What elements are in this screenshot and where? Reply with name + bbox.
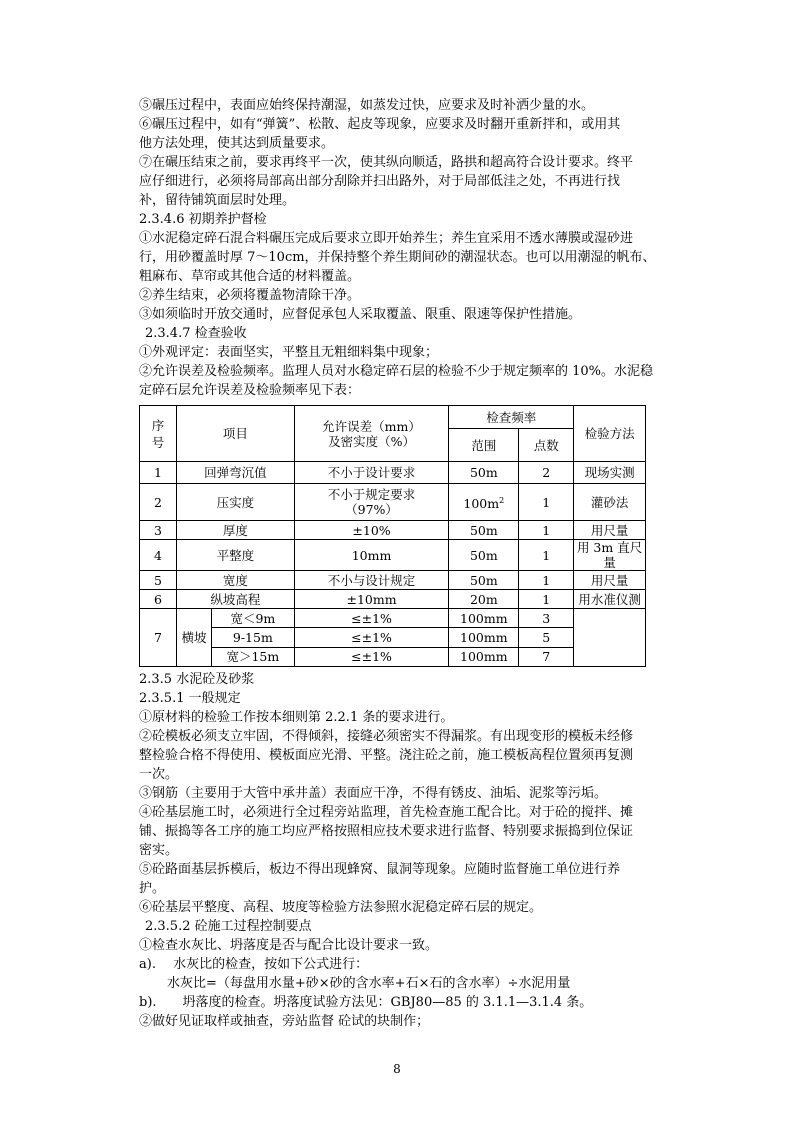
- cell-no: 4: [140, 540, 177, 571]
- cell-tolerance: [294, 484, 449, 521]
- cell-points: 1: [519, 540, 574, 571]
- tolerance-table: [139, 405, 646, 667]
- table-row: [140, 590, 646, 609]
- cell-method: 用水准仪测: [574, 590, 646, 609]
- table-row: [140, 521, 646, 540]
- cell-range: 100mm: [449, 628, 519, 647]
- cell-range: 100mm: [449, 647, 519, 666]
- cell-slope-group: [176, 609, 294, 667]
- cell-points: 7: [519, 647, 574, 666]
- cell-tolerance: ±10%: [294, 521, 449, 540]
- cell-item: 压实度: [176, 484, 294, 521]
- cell-tolerance: ≤±1%: [294, 628, 449, 647]
- header-method: 检验方法: [574, 406, 646, 462]
- section-heading: 2.3.4.6 初期养护督检: [139, 212, 267, 227]
- paragraph-line: ①水泥稳定碎石混合料碾压完成后要求立即开始养生；养生宜采用不透水薄膜或湿砂进: [139, 231, 634, 246]
- cell-method: 灌砂法: [574, 484, 646, 521]
- cell-item: 宽＞15m: [226, 649, 280, 665]
- cell-item: 平整度: [176, 540, 294, 571]
- paragraph-line: ③钢筋（主要用于大管中承井盖）表面应干净，不得有锈皮、油垢、泥浆等污垢。: [139, 786, 608, 801]
- cell-points: 3: [519, 609, 574, 628]
- cell-item: 厚度: [176, 521, 294, 540]
- slope-label: 横坡: [177, 609, 212, 666]
- paragraph-line: 护。: [139, 881, 166, 896]
- section-heading: 2.3.4.7 检查验收: [145, 326, 247, 341]
- paragraph-line: a). 水灰比的检查，按如下公式进行：: [139, 957, 369, 972]
- paragraph-line: ②养生结束，必须将覆盖物清除干净。: [139, 288, 361, 303]
- cell-item: 宽＜9m: [211, 609, 293, 628]
- cell-no: 5: [140, 571, 177, 590]
- cell-method: 现场实测: [574, 462, 646, 484]
- cell-range: 50m: [449, 521, 519, 540]
- cell-points: 1: [519, 521, 574, 540]
- paragraph-line: ①外观评定：表面坚实，平整且无粗细料集中现象；: [139, 345, 439, 360]
- cell-tolerance: ±10mm: [294, 590, 449, 609]
- cell-points: 1: [519, 571, 574, 590]
- paragraph-line: 定碎石层允许误差及检验频率见下表：: [139, 383, 361, 398]
- paragraph-line: ①检查水灰比、坍落度是否与配合比设计要求一致。: [139, 938, 439, 953]
- paragraph-line: 一次。: [139, 767, 179, 782]
- paragraph-line: ④砼基层施工时，必须进行全过程旁站监理，首先检查施工配合比。对于砼的搅拌、摊: [139, 805, 634, 820]
- cell-item: 9-15m: [211, 628, 293, 647]
- range-value: 100m: [463, 496, 500, 512]
- table-row: [140, 462, 646, 484]
- paragraph-line: ③如须临时开放交通时，应督促承包人采取覆盖、限重、限速等保护性措施。: [139, 307, 582, 322]
- header-range: 范围: [449, 429, 519, 462]
- header-item: 项目: [176, 406, 294, 462]
- paragraph-line: 密实。: [139, 843, 179, 858]
- paragraph-line: 铺、振捣等各工序的施工均应严格按照相应技术要求进行监督、特别要求振捣到位保证: [139, 824, 634, 839]
- paragraph-line: 粗麻布、草帘或其他合适的材料覆盖。: [139, 269, 361, 284]
- paragraph-line: ⑤砼路面基层拆模后，板边不得出现蜂窝、鼠洞等现象。应随时监督施工单位进行养: [139, 862, 621, 877]
- paragraph-line: ②做好见证取样或抽查，旁站监督 砼试的块制作；: [139, 1014, 430, 1029]
- cell-points: 5: [519, 628, 574, 647]
- cell-method: [574, 609, 646, 667]
- paragraph-line: ⑤碾压过程中，表面应始终保持潮湿，如蒸发过快，应要求及时补洒少量的水。: [139, 98, 595, 113]
- cell-item: 回弹弯沉值: [176, 462, 294, 484]
- paragraph-line: 行，用砂覆盖时厚 7～10cm，并保持整个养生期间砂的潮湿状态。也可以用潮湿的帆布、: [139, 250, 656, 265]
- cell-no: 3: [140, 521, 177, 540]
- header-tolerance: [294, 406, 449, 462]
- cell-points: 2: [519, 462, 574, 484]
- cell-method: 用 3m 直尺量: [574, 540, 646, 571]
- formula-line: 水灰比=（每盘用水量+砂×砂的含水率+石×石的含水率）÷水泥用量: [167, 976, 571, 991]
- header-tolerance-line2: 及密实度（%）: [328, 433, 415, 449]
- paragraph-line: ②砼模板必须支立牢固，不得倾斜，接缝必须密实不得漏浆。有出现变形的模板未经修: [139, 729, 634, 744]
- table-row: [140, 609, 646, 628]
- cell-points: 1: [519, 590, 574, 609]
- section-heading: 2.3.5.2 砼施工过程控制要点: [145, 919, 312, 934]
- cell-points: 1: [519, 484, 574, 521]
- section-heading: 2.3.5 水泥砼及砂浆: [139, 672, 255, 687]
- paragraph-line: ⑥碾压过程中，如有“弹簧”、松散、起皮等现象，应要求及时翻开重新拌和，或用其: [139, 117, 621, 132]
- cell-tolerance: 不小于设计要求: [294, 462, 449, 484]
- cell-tolerance: 不小与设计规定: [294, 571, 449, 590]
- paragraph-line: 整检验合格不得使用、模板面应光滑、平整。浇注砼之前，施工模板高程位置须再复测: [139, 748, 634, 763]
- header-points: 点数: [519, 429, 574, 462]
- cell-no: 2: [140, 484, 177, 521]
- page-number: 8: [393, 1062, 401, 1076]
- cell-range: 50m: [449, 540, 519, 571]
- cell-tolerance: ≤±1%: [294, 647, 449, 666]
- cell-range: 50m: [449, 462, 519, 484]
- table-row: [140, 571, 646, 590]
- cell-no: 7: [140, 609, 177, 667]
- cell-range: 50m: [449, 571, 519, 590]
- paragraph-line: ⑦在碾压结束之前，要求再终平一次，使其纵向顺适，路拱和超高符合设计要求。终平: [139, 155, 634, 170]
- paragraph-line: b). 坍落度的检查。坍落度试验方法见：GBJ80—85 的 3.1.1—3.1.4 条。: [139, 995, 593, 1010]
- header-tolerance-line1: 允许误差（mm）: [322, 418, 421, 434]
- cell-range: 100mm: [449, 609, 519, 628]
- table-row: [140, 540, 646, 571]
- header-no: 序号: [140, 406, 177, 462]
- cell-tolerance: ≤±1%: [294, 609, 449, 628]
- range-superscript: 2: [499, 495, 505, 505]
- cell-tolerance-line2: （97%）: [345, 502, 398, 517]
- cell-no: 1: [140, 462, 177, 484]
- slope-subtable: [177, 609, 294, 666]
- paragraph-line: ⑥砼基层平整度、高程、坡度等检验方法参照水泥稳定碎石层的规定。: [139, 900, 543, 915]
- cell-item: 宽度: [176, 571, 294, 590]
- section-heading: 2.3.5.1 一般规定: [139, 691, 241, 706]
- cell-tolerance-line1: 不小于规定要求: [327, 487, 416, 502]
- paragraph-line: ②允许误差及检验频率。监理人员对水稳定碎石层的检验不少于规定频率的 10%。水泥稳: [139, 364, 654, 379]
- header-frequency: 检查频率: [449, 406, 574, 429]
- paragraph-line: 补，留待铺筑面层时处理。: [139, 193, 296, 208]
- paragraph-line: ①原材料的检验工作按本细则第 2.2.1 条的要求进行。: [139, 710, 454, 725]
- cell-tolerance: 10mm: [294, 540, 449, 571]
- cell-method: 用尺量: [574, 571, 646, 590]
- cell-item: 纵坡高程: [176, 590, 294, 609]
- cell-range: 20m: [449, 590, 519, 609]
- cell-range: [449, 484, 519, 521]
- paragraph-line: 应仔细进行，必须将局部高出部分刮除并扫出路外，对于局部低洼之处，不再进行找: [139, 174, 621, 189]
- cell-method: 用尺量: [574, 521, 646, 540]
- paragraph-line: 他方法处理，使其达到质量要求。: [139, 136, 335, 151]
- table-row: [140, 484, 646, 521]
- cell-no: 6: [140, 590, 177, 609]
